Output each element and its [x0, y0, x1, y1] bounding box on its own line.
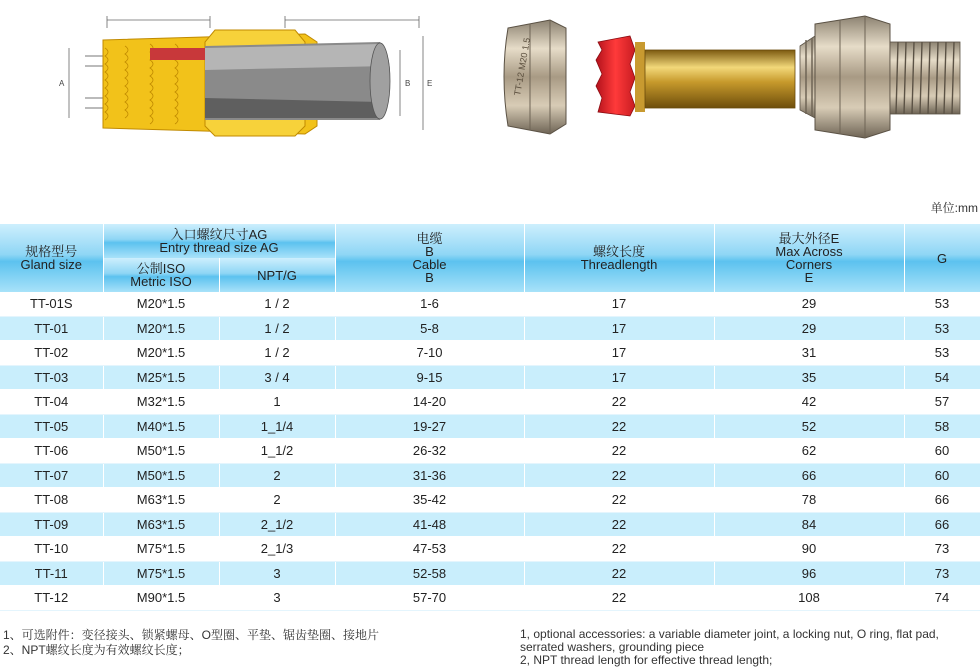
table-header — [0, 224, 980, 292]
cell-npt: 3 / 4 — [219, 365, 335, 390]
cell-max: 29 — [714, 316, 904, 341]
cell-g: 60 — [904, 463, 980, 488]
cell-max: 52 — [714, 414, 904, 439]
cell-thread: 17 — [524, 316, 714, 341]
header-thread-length: 螺纹长度 Threadlength — [524, 224, 714, 292]
dim-b-label: B — [405, 79, 411, 88]
cell-npt: 1 / 2 — [219, 292, 335, 316]
cell-metric: M75*1.5 — [103, 561, 219, 586]
note-cn-2: 2、NPT螺纹长度为有效螺纹长度； — [3, 643, 190, 657]
cell-metric: M40*1.5 — [103, 414, 219, 439]
cell-model: TT-03 — [0, 365, 103, 390]
header-max-across-corners: 最大外径E Max Across Corners E — [714, 224, 904, 292]
table-row — [0, 365, 980, 390]
cell-metric: M20*1.5 — [103, 292, 219, 316]
cell-npt: 2_1/3 — [219, 537, 335, 562]
cell-model: TT-02 — [0, 341, 103, 366]
cell-g: 66 — [904, 512, 980, 537]
cell-max: 42 — [714, 390, 904, 415]
cell-g: 73 — [904, 561, 980, 586]
cell-g: 73 — [904, 537, 980, 562]
header-g: G — [904, 224, 980, 292]
cell-metric: M50*1.5 — [103, 463, 219, 488]
cell-thread: 22 — [524, 414, 714, 439]
cell-max: 96 — [714, 561, 904, 586]
cell-thread: 22 — [524, 512, 714, 537]
gland-exploded-photo — [490, 6, 970, 141]
cell-model: TT-05 — [0, 414, 103, 439]
cell-g: 54 — [904, 365, 980, 390]
cell-cable: 52-58 — [335, 561, 524, 586]
cell-cable: 1-6 — [335, 292, 524, 316]
cell-cable: 14-20 — [335, 390, 524, 415]
cell-metric: M63*1.5 — [103, 512, 219, 537]
cell-metric: M20*1.5 — [103, 316, 219, 341]
cell-cable: 31-36 — [335, 463, 524, 488]
cell-npt: 1_1/2 — [219, 439, 335, 464]
table-row — [0, 586, 980, 611]
cell-cable: 41-48 — [335, 512, 524, 537]
cell-g: 53 — [904, 341, 980, 366]
cell-thread: 17 — [524, 292, 714, 316]
cell-thread: 22 — [524, 586, 714, 611]
cell-model: TT-04 — [0, 390, 103, 415]
header-model: 规格型号 Gland size — [0, 224, 103, 292]
cell-g: 53 — [904, 292, 980, 316]
product-images — [0, 0, 980, 190]
gland-cross-section-drawing — [55, 8, 435, 138]
note-cn-1: 1、可选附件：变径接头、锁紧螺母、O型圈、平垫、锯齿垫圈、接地片 — [3, 628, 380, 642]
cell-thread: 22 — [524, 488, 714, 513]
cell-cable: 19-27 — [335, 414, 524, 439]
cell-npt: 1 / 2 — [219, 316, 335, 341]
cell-cable: 35-42 — [335, 488, 524, 513]
cell-max: 84 — [714, 512, 904, 537]
notes-chinese — [3, 628, 379, 658]
header-entry-thread: 入口螺纹尺寸AG Entry thread size AG — [103, 224, 335, 258]
cell-npt: 1 — [219, 390, 335, 415]
cell-cable: 57-70 — [335, 586, 524, 611]
cell-model: TT-11 — [0, 561, 103, 586]
table-row — [0, 488, 980, 513]
cell-model: TT-08 — [0, 488, 103, 513]
cell-max: 66 — [714, 463, 904, 488]
cell-npt: 2 — [219, 488, 335, 513]
spec-table — [0, 224, 980, 611]
cell-g: 58 — [904, 414, 980, 439]
header-npt: NPT/G — [219, 258, 335, 292]
cell-max: 31 — [714, 341, 904, 366]
cell-model: TT-07 — [0, 463, 103, 488]
cell-metric: M32*1.5 — [103, 390, 219, 415]
dim-e-label: E — [427, 79, 433, 88]
cell-g: 53 — [904, 316, 980, 341]
cell-cable: 5-8 — [335, 316, 524, 341]
cell-thread: 22 — [524, 463, 714, 488]
notes-english — [520, 628, 976, 667]
note-en-1: 1, optional accessories: a variable diameter joint, a locking nut, O ring, flat pad, — [520, 627, 939, 641]
cell-npt: 1 / 2 — [219, 341, 335, 366]
cell-thread: 22 — [524, 439, 714, 464]
header-metric-iso: 公制ISO Metric ISO — [103, 258, 219, 292]
cell-thread: 22 — [524, 561, 714, 586]
cell-max: 35 — [714, 365, 904, 390]
cell-max: 62 — [714, 439, 904, 464]
table-row — [0, 390, 980, 415]
dim-a-label: A — [59, 79, 65, 88]
cell-max: 78 — [714, 488, 904, 513]
table-body — [0, 292, 980, 610]
cell-max: 90 — [714, 537, 904, 562]
cell-metric: M25*1.5 — [103, 365, 219, 390]
cell-metric: M75*1.5 — [103, 537, 219, 562]
cell-model: TT-01 — [0, 316, 103, 341]
cell-max: 29 — [714, 292, 904, 316]
note-en-3: 2, NPT thread length for effective thread length; — [520, 653, 773, 667]
table-row — [0, 316, 980, 341]
cell-metric: M63*1.5 — [103, 488, 219, 513]
cell-metric: M90*1.5 — [103, 586, 219, 611]
table-row — [0, 463, 980, 488]
cell-npt: 2_1/2 — [219, 512, 335, 537]
table-row — [0, 439, 980, 464]
cell-g: 57 — [904, 390, 980, 415]
note-en-2: serrated washers, grounding piece — [520, 640, 705, 654]
cell-thread: 22 — [524, 390, 714, 415]
engraving-text: TT-12 M20 1.5 — [512, 36, 533, 97]
cell-cable: 7-10 — [335, 341, 524, 366]
cell-metric: M50*1.5 — [103, 439, 219, 464]
cell-thread: 22 — [524, 537, 714, 562]
cell-model: TT-10 — [0, 537, 103, 562]
table-row — [0, 414, 980, 439]
cell-cable: 47-53 — [335, 537, 524, 562]
table-row — [0, 341, 980, 366]
cell-max: 108 — [714, 586, 904, 611]
cell-model: TT-06 — [0, 439, 103, 464]
cell-model: TT-09 — [0, 512, 103, 537]
cell-npt: 3 — [219, 561, 335, 586]
cell-thread: 17 — [524, 365, 714, 390]
cell-metric: M20*1.5 — [103, 341, 219, 366]
cell-thread: 17 — [524, 341, 714, 366]
cell-g: 60 — [904, 439, 980, 464]
cell-cable: 26-32 — [335, 439, 524, 464]
table-row — [0, 537, 980, 562]
unit-label: 单位:mm — [930, 201, 978, 215]
cell-g: 74 — [904, 586, 980, 611]
cell-npt: 2 — [219, 463, 335, 488]
table-row — [0, 512, 980, 537]
header-cable: 电缆 B Cable B — [335, 224, 524, 292]
table-row — [0, 292, 980, 316]
cell-model: TT-12 — [0, 586, 103, 611]
cell-model: TT-01S — [0, 292, 103, 316]
cell-cable: 9-15 — [335, 365, 524, 390]
cell-npt: 1_1/4 — [219, 414, 335, 439]
table-row — [0, 561, 980, 586]
cell-npt: 3 — [219, 586, 335, 611]
cell-g: 66 — [904, 488, 980, 513]
